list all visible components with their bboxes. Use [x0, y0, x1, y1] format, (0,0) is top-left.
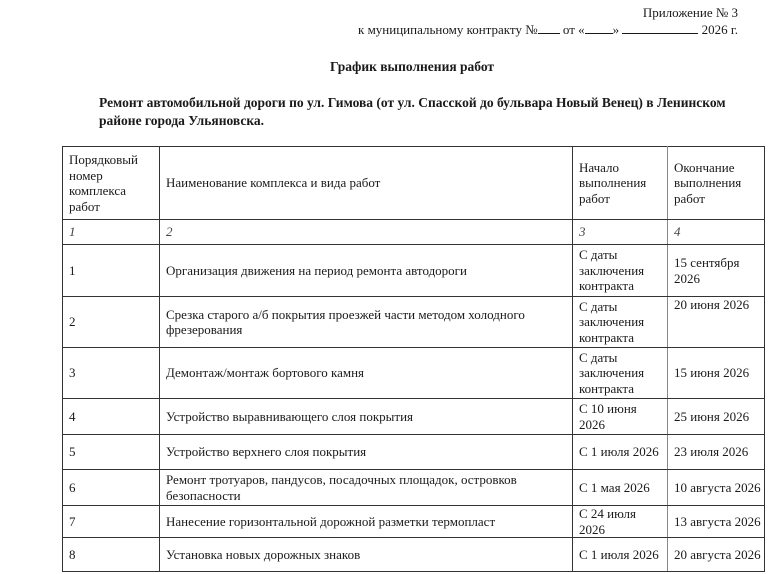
table-header-row: [63, 147, 765, 220]
row-number: 5: [63, 435, 160, 470]
contract-from: от «: [562, 22, 585, 37]
row-end: 15 сентября 2026: [668, 245, 765, 297]
row-work-name: Срезка старого а/б покрытия проезжей части методом холодного фрезерования: [160, 297, 573, 348]
table-row: [63, 297, 765, 348]
row-start: С 24 июля 2026: [573, 506, 668, 538]
contract-day-blank: [585, 21, 613, 34]
row-start: С 1 июля 2026: [573, 435, 668, 470]
row-work-name: Нанесение горизонтальной дорожной разметки термопласт: [160, 506, 573, 538]
row-end: 23 июля 2026: [668, 435, 765, 470]
table-row: [63, 538, 765, 572]
column-number: 4: [668, 220, 765, 245]
row-end: 20 июня 2026: [668, 297, 765, 348]
work-subject: Ремонт автомобильной дороги по ул. Гимова (от ул. Спасской до бульвара Новый Венец) в Ленинском районе города Ульяновска.: [99, 95, 726, 128]
contract-quote-close: »: [612, 22, 620, 37]
row-number: 3: [63, 348, 160, 399]
work-schedule-table: [62, 146, 765, 572]
contract-month-blank: [622, 21, 698, 34]
column-numbers-row: [63, 220, 765, 245]
row-number: 6: [63, 470, 160, 506]
column-header-end: Окончание выполнения работ: [668, 147, 765, 220]
row-number: 2: [63, 297, 160, 348]
row-start: С 10 июня 2026: [573, 399, 668, 435]
table-row: [63, 470, 765, 506]
table-row: [63, 399, 765, 435]
row-number: 7: [63, 506, 160, 538]
row-start: С даты заключения контракта: [573, 348, 668, 399]
column-number: 2: [160, 220, 573, 245]
column-header-start: Начало выполнения работ: [573, 147, 668, 220]
row-work-name: Устройство верхнего слоя покрытия: [160, 435, 573, 470]
row-work-name: Организация движения на период ремонта автодороги: [160, 245, 573, 297]
row-end: 25 июня 2026: [668, 399, 765, 435]
row-work-name: Устройство выравнивающего слоя покрытия: [160, 399, 573, 435]
column-header-name: Наименование комплекса и вида работ: [160, 147, 573, 220]
row-number: 8: [63, 538, 160, 572]
contract-prefix: к муниципальному контракту №: [358, 22, 538, 37]
row-number: 1: [63, 245, 160, 297]
row-number: 4: [63, 399, 160, 435]
row-end: 10 августа 2026: [668, 470, 765, 506]
row-work-name: Ремонт тротуаров, пандусов, посадочных площадок, островков безопасности: [160, 470, 573, 506]
row-end: 20 августа 2026: [668, 538, 765, 572]
row-start: С даты заключения контракта: [573, 297, 668, 348]
row-work-name: Установка новых дорожных знаков: [160, 538, 573, 572]
column-header-number: Порядковый номер комплекса работ: [63, 147, 160, 220]
row-end: 15 июня 2026: [668, 348, 765, 399]
contract-number-blank: [538, 21, 560, 34]
table-row: [63, 435, 765, 470]
appendix-label: Приложение № 3: [642, 5, 738, 20]
column-number: 1: [63, 220, 160, 245]
contract-reference: [358, 21, 738, 38]
contract-year: 2026 г.: [701, 22, 738, 37]
column-number: 3: [573, 220, 668, 245]
row-end: 13 августа 2026: [668, 506, 765, 538]
row-work-name: Демонтаж/монтаж бортового камня: [160, 348, 573, 399]
table-row: [63, 506, 765, 538]
row-start: С 1 мая 2026: [573, 470, 668, 506]
table-row: [63, 245, 765, 297]
row-start: С даты заключения контракта: [573, 245, 668, 297]
table-row: [63, 348, 765, 399]
document-title: График выполнения работ: [330, 59, 495, 74]
row-start: С 1 июля 2026: [573, 538, 668, 572]
